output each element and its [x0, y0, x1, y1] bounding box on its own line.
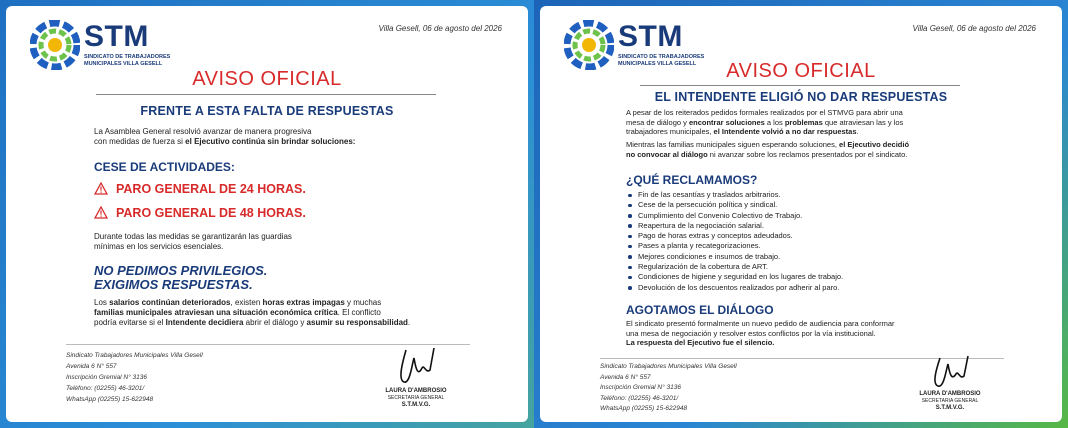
date: Villa Gesell, 06 de agosto del 2026: [912, 24, 1036, 33]
section-agotamos: AGOTAMOS EL DIÁLOGO: [626, 303, 774, 317]
stm-logo-icon: [30, 20, 80, 70]
warning-icon: [94, 182, 108, 195]
title-divider: [640, 85, 960, 86]
intro-paragraph: La Asamblea General resolvió avanzar de manera progresiva con medidas de fuerza si el Ejecutivo continúa sin brindar soluciones:: [94, 127, 356, 146]
aviso-title: AVISO OFICIAL: [726, 60, 876, 82]
list-item: Regularización de la cobertura de ART.: [626, 262, 843, 272]
signature-image: [910, 352, 990, 392]
list-item: Condiciones de higiene y seguridad en los lugares de trabajo.: [626, 272, 843, 282]
list-item: Cese de la persecución política y sindical.: [626, 200, 843, 210]
slogan: NO PEDIMOS PRIVILEGIOS. EXIGIMOS RESPUESTAS.: [94, 263, 268, 292]
notice-card-right: [540, 6, 1062, 422]
list-item: Cumplimiento del Convenio Colectivo de Trabajo.: [626, 211, 843, 221]
footer-contact: Sindicato Trabajadores Municipales Villa Gesell Avenida 6 N° 557 Inscripción Gremial N° 3136 Teléfono: (02255) 46-3201/ WhatsApp (02255) 15-622948: [600, 363, 737, 412]
paragraph-3: El sindicato presentó formalmente un nuevo pedido de audiencia para conformar una mesa de negociación y resolver estos conflictos por la vía institucional. La respuesta del Ejecutivo fue el silencio.: [626, 319, 895, 347]
stm-logo: [30, 20, 170, 72]
paragraph-2: Mientras las familias municipales siguen esperando soluciones, el Ejecutivo decidió no convocar al diálogo ni avanzar sobre los reclamos presentados por el sindicato.: [626, 140, 910, 159]
logo-title: STM: [618, 20, 683, 53]
list-item: Mejores condiciones e insumos de trabajo.: [626, 252, 843, 262]
warning-icon: [94, 206, 108, 219]
list-item: Pago de horas extras y conceptos adeudados.: [626, 231, 843, 241]
list-item: Devolución de los descuentos realizados por adherir al paro.: [626, 283, 843, 293]
title-divider: [96, 94, 436, 95]
claims-list: [626, 190, 843, 293]
signature-block: LAURA D'AMBROSIO SECRETARIA GENERAL S.T.M.V.G.: [910, 352, 990, 422]
signature-image: [376, 344, 456, 388]
headline: EL INTENDENTE ELIGIÓ NO DAR RESPUESTAS: [654, 90, 948, 104]
date: Villa Gesell, 06 de agosto del 2026: [378, 24, 502, 33]
list-item: Pases a planta y recategorizaciones.: [626, 241, 843, 251]
guard-paragraph: Durante todas las medidas se garantizarán las guardias mínimas en los servicios esenciales.: [94, 232, 292, 251]
list-item: Reapertura de la negociación salarial.: [626, 221, 843, 231]
section-cese: CESE DE ACTIVIDADES:: [94, 160, 235, 174]
signature-block: LAURA D'AMBROSIO SECRETARIA GENERAL S.T.M.V.G.: [376, 344, 456, 414]
notice-card-left: STM SINDICATO DE TRABAJADORES MUNICIPALES VILLA GESELL Villa Gesell, 06 de agosto del 2026 AVISO OFICIAL FRENTE A ESTA FALTA DE RESPUESTAS La Asamblea General resolvió avanzar de manera progresiva con medidas de fuerza si el Ejecutivo continúa sin brindar soluciones: CESE DE ACTIVIDADES: PARO GENERAL DE 24 HORAS. PARO GENERAL DE 48 HORAS. Durante todas las medidas se garantizarán las guardias mínimas en los servicios esenciales. NO PEDIMOS PRIVILEGIOS. EXIGIMOS RESPUESTAS. Los salarios continúan deteriorados, existen horas extras impagas y muchas familias municipales atraviesan una situación económica crítica. El conflicto podría evitarse si el Intendente decidiera abrir el diálogo y asumir su responsabilidad. Sindicato Trabajadores Municipales Villa Gesell Avenida 6 N° 557 Inscripción Gremial N° 3136 Teléfono: (02255) 46-3201/ WhatsApp (02255) 15-622948 LAURA D'AMBROSIO SECRETARIA GENERAL S.T.M.V.G.: [6, 6, 528, 422]
logo-subtitle: SINDICATO DE TRABAJADORES MUNICIPALES VILLA GESELL: [84, 54, 171, 67]
aviso-title: AVISO OFICIAL: [192, 68, 342, 90]
section-reclamamos: ¿QUÉ RECLAMAMOS?: [626, 173, 758, 187]
headline: FRENTE A ESTA FALTA DE RESPUESTAS: [140, 104, 394, 118]
paragraph-1: A pesar de los reiterados pedidos formales realizados por el STMVG para abrir una mesa de diálogo y encontrar soluciones a los problemas que atraviesan las y los trabajadores municipales, el Intendente volvió a no dar respuestas.: [626, 108, 904, 136]
list-item: Fin de las cesantías y traslados arbitrarios.: [626, 190, 843, 200]
footer-contact: Sindicato Trabajadores Municipales Villa Gesell Avenida 6 N° 557 Inscripción Gremial N° 3136 Teléfono: (02255) 46-3201/ WhatsApp (02255) 15-622948: [66, 352, 203, 403]
closing-paragraph: Los salarios continúan deteriorados, existen horas extras impagas y muchas familias municipales atraviesan una situación económica crítica. El conflicto podría evitarse si el Intendente decidiera abrir el diálogo y asumir su responsabilidad.: [94, 298, 411, 327]
logo-subtitle: SINDICATO DE TRABAJADORES MUNICIPALES VILLA GESELL: [618, 54, 705, 67]
logo-title: STM: [84, 20, 149, 53]
